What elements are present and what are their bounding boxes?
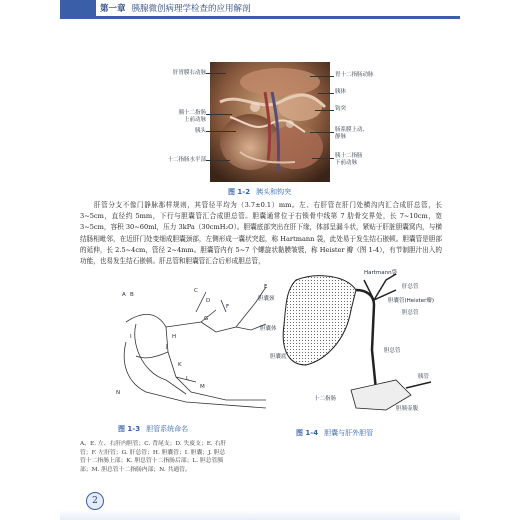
diagram-letter: C	[194, 288, 198, 294]
diagram-letter: M	[200, 384, 205, 390]
chapter-title: 胰腺微创病理学检查的应用解剖	[131, 4, 251, 14]
page-header	[60, 0, 460, 18]
diagram-letter: A	[122, 292, 126, 298]
leader-line	[206, 131, 236, 132]
page-number: 2	[86, 492, 104, 510]
label-left-3: 胰头	[194, 128, 206, 134]
leader-line	[206, 114, 232, 115]
leader-line	[206, 160, 230, 161]
figure-1-3-legend: A、E. 左、右肝内胆管；C. 背尾支；D. 失废支；E. 右肝管；F. 左肝管；G. 肝总管；H. 胆囊管；I. 胆囊；J. 胆总管十二指肠上部；K. 胆总管十二指肠后部；L. 胆总管胰部；M. 胆总管十二指肠内部；N. 共通管。	[80, 441, 227, 473]
label-right-2: 胰体	[335, 89, 347, 95]
diagram-label: 胆囊管(Heister瓣)	[388, 298, 435, 304]
diagram-label: 胆囊颈	[258, 296, 275, 302]
header-rule	[60, 16, 460, 19]
diagram-label: 胆囊底	[270, 354, 287, 360]
footer-band	[60, 510, 460, 520]
figure-1-3-caption	[118, 424, 188, 434]
label-right-4: 肠系膜上动、 静脉	[335, 127, 369, 140]
diagram-letter: B	[130, 292, 134, 298]
caption-text: 胰头和钩突	[256, 188, 292, 196]
label-left-2: 胰十二指肠 上前动脉	[178, 110, 206, 123]
figure-1-3-diagram	[106, 282, 281, 412]
diagram-label: 肝总管	[402, 284, 419, 290]
caption-text: 胆囊与肝外胆管	[324, 429, 374, 437]
book-page	[60, 0, 460, 520]
diagram-label: 十二指肠	[314, 396, 337, 402]
figure-1-4-diagram	[256, 270, 456, 420]
leader-line	[206, 73, 226, 74]
diagram-letter: I	[130, 334, 132, 340]
label-right-1: 胃十二指肠动脉	[335, 72, 374, 78]
label-right-3: 钩突	[335, 106, 347, 112]
anatomy-photo	[210, 62, 330, 182]
caption-number: 图 1-3	[118, 425, 141, 433]
diagram-letter: J	[166, 344, 168, 350]
leader-line	[315, 110, 334, 111]
diagram-label: 胆胰壶腹	[396, 406, 419, 412]
diagram-letter: F	[226, 304, 230, 310]
diagram-letter: H	[172, 334, 177, 340]
diagram-letter: N	[116, 390, 121, 396]
header-tab	[60, 0, 96, 16]
caption-number: 图 1-2	[228, 188, 251, 196]
caption-text: 胆管系统命名	[146, 425, 189, 433]
diagram-letter: D	[206, 298, 211, 304]
diagram-label: 胆囊体	[260, 326, 277, 332]
figure-1-2-caption	[228, 187, 291, 197]
diagram-letter: E	[264, 284, 268, 290]
diagram-label: 胰管	[418, 374, 430, 380]
diagram-letter: K	[178, 362, 182, 368]
leader-line	[318, 93, 334, 94]
leader-line	[310, 76, 334, 77]
paragraph: 肝管分支不像门静脉那样规则，其管径平均为（3.7±0.1）mm。左、右肝管在肝门处横沟内汇合成肝总管，长 3~5cm，直径约 5mm，下行与胆囊管汇合成胆总管。胆囊通常位于右锁骨中线第 7 肋骨交界处，长 7~10cm，宽 3~5cm，容积 30~60ml，压力 3kPa（30cmH₂O）。胆囊底部突出在肝下缘，体部呈漏斗状，紧贴于肝脏胆囊窝内，与横结肠相毗邻，在近肝门处变细成胆囊颈部，左侧形成一囊状突起，称 Hartmann 袋，此处易于发生结石嵌顿。胆囊管是胆部的延伸，长 2.5~4cm，管径 2~4mm。胆囊管内有 5~7 个螺旋状黏膜皱襞，称 Heister 瓣（图 1-4），有节制胆汁出入的功能，也易发生结石嵌顿。肝总管和胆囊管汇合后形成胆总管，	[80, 201, 442, 266]
chapter-label: 第一章	[100, 4, 126, 14]
diagram-label: 胆总管	[384, 348, 401, 354]
label-left-1: 肝胃膜右动脉	[172, 70, 206, 76]
leader-line	[312, 158, 334, 159]
diagram-letter: G	[204, 316, 209, 322]
caption-number: 图 1-4	[296, 429, 319, 437]
running-head	[100, 2, 251, 14]
diagram-letter: L	[186, 376, 190, 382]
diagram-label: 胆总管	[402, 310, 419, 316]
diagram-label: Hartmann袋	[364, 270, 398, 276]
label-right-5: 胰十二指肠 下前动脉	[335, 153, 363, 166]
leader-line	[310, 132, 334, 133]
label-left-4: 十二指肠水平部	[167, 157, 206, 163]
figure-1-4-caption	[296, 428, 373, 438]
body-text	[80, 200, 442, 267]
